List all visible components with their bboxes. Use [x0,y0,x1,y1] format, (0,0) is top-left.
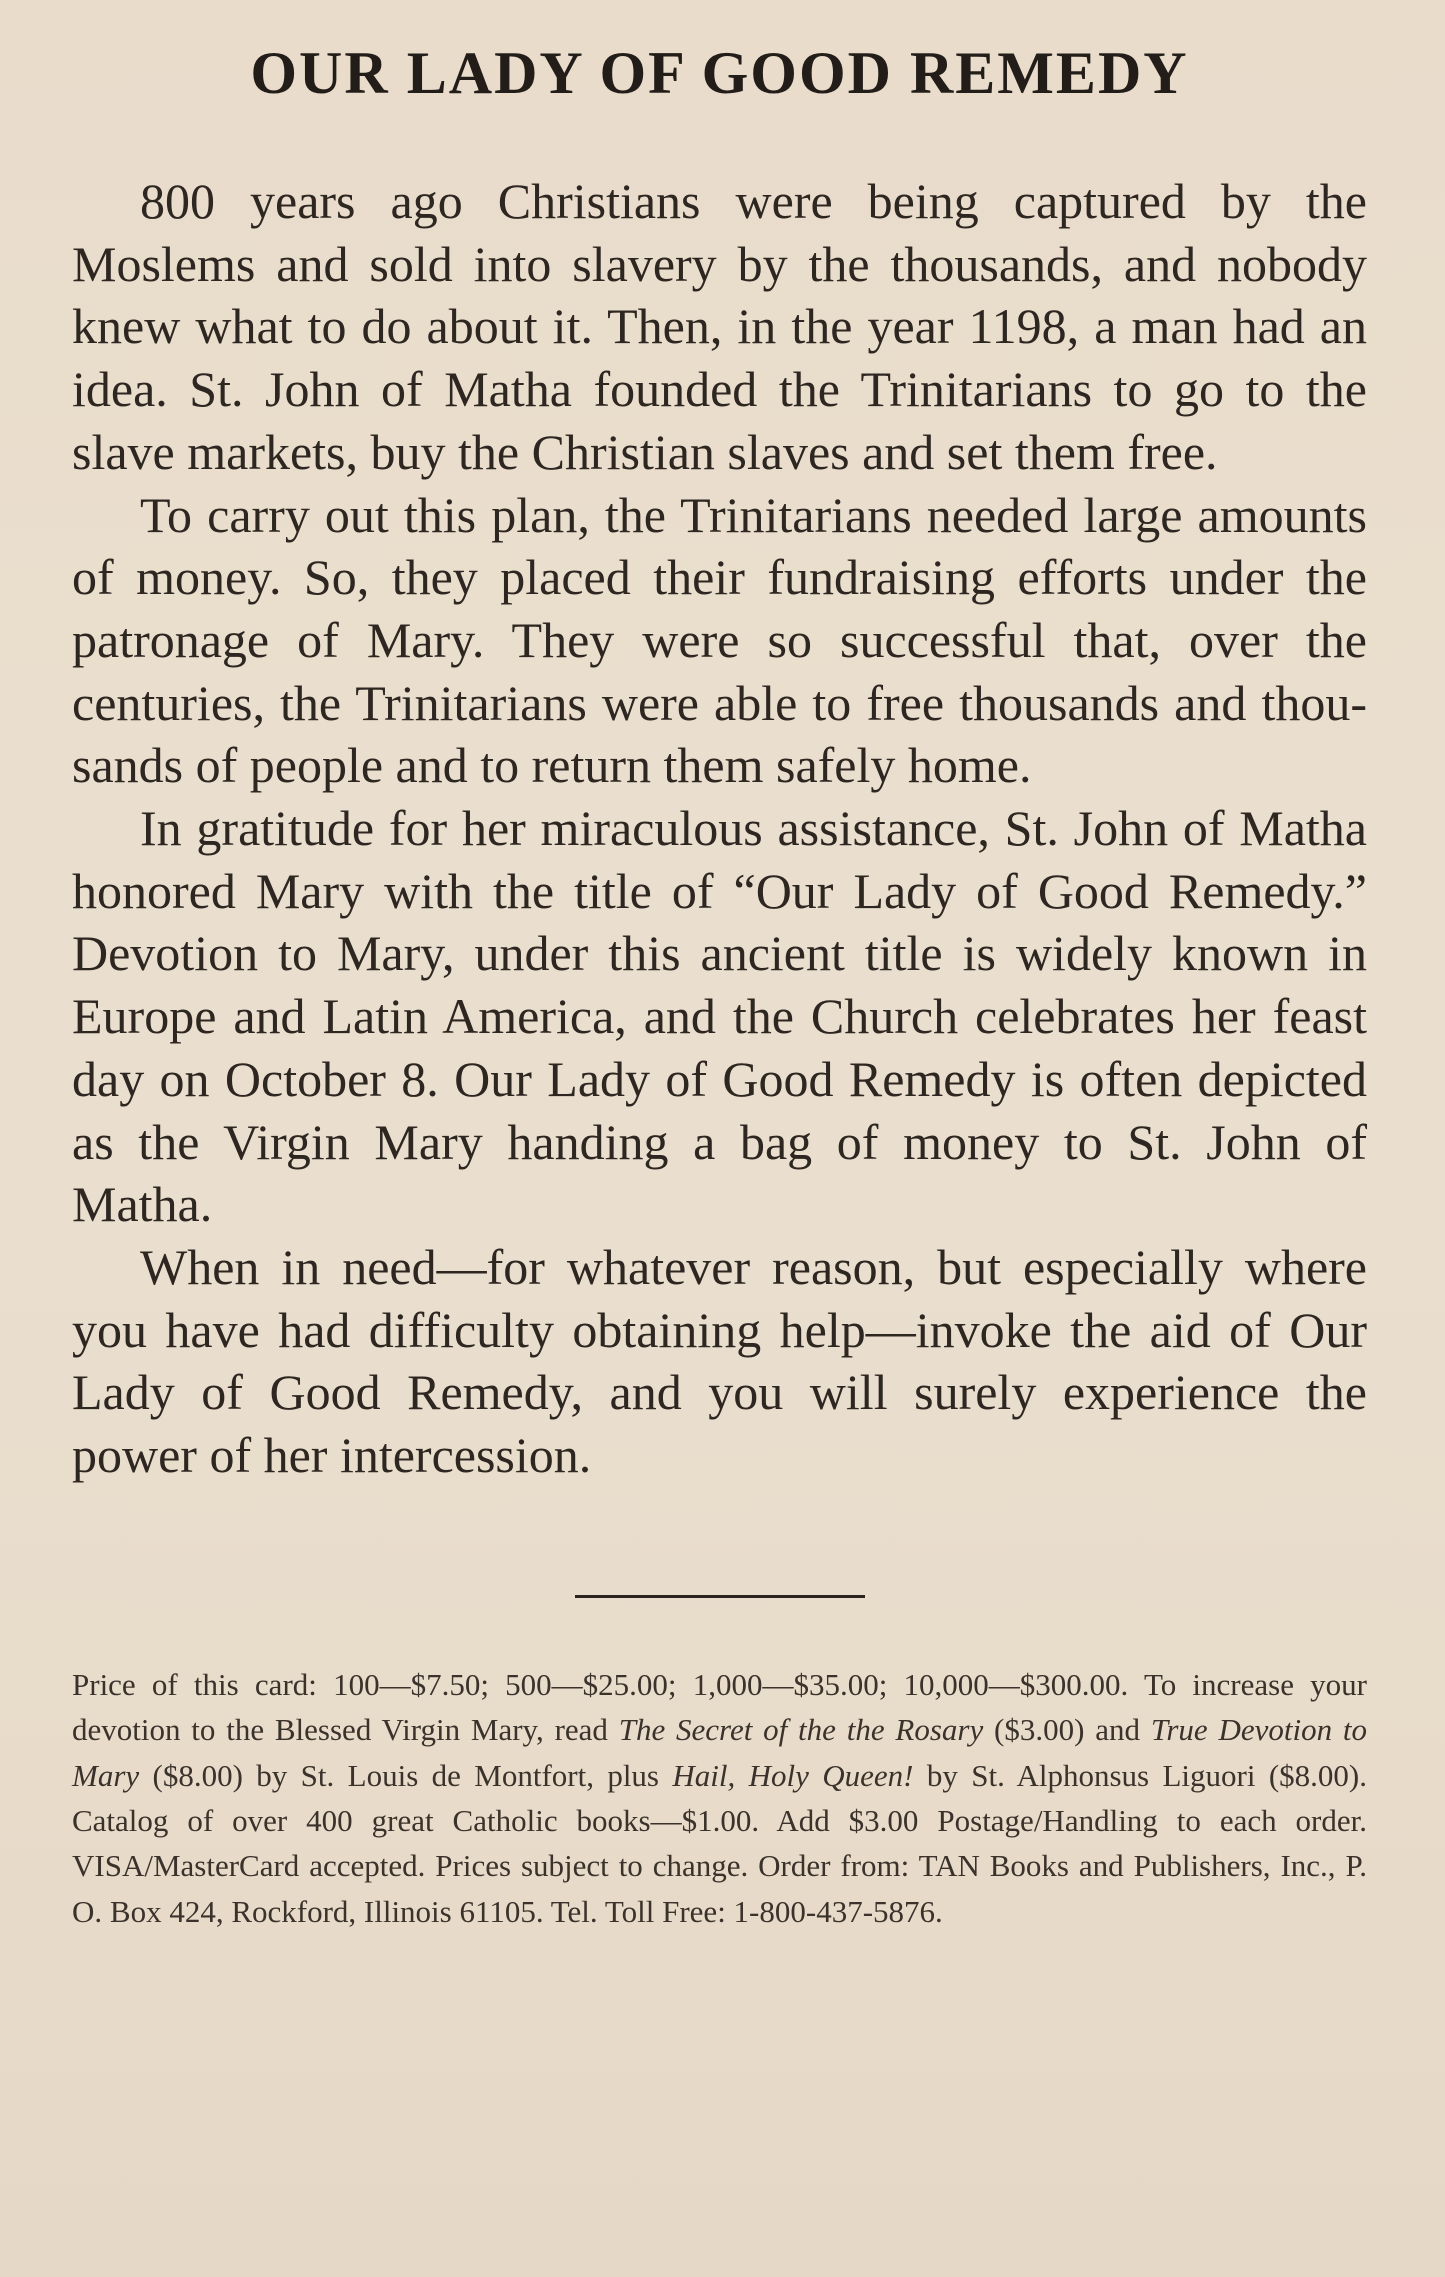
footer-text [72,1662,1367,1934]
book-title-true-devotion: True Devotion to Mary [72,1712,1368,1793]
price-line: Price of this card: 100—$7.50; 500—$25.00; 1,000—$35.00; 10,000—$300.00. [72,1666,1129,1702]
card-body [72,170,1367,1487]
paragraph-fundraising: To carry out this plan, the Trinitarians needed large amounts of money. So, they placed their fundraising efforts under the patronage of Mary. They were so successful that, over the centuries, the Trinitarians were able to free thousands and thousands of people and to return them safely home. [72,486,1367,794]
paragraph-history: 800 years ago Christians were being captured by the Moslems and sold into slavery by the thousands, and nobody knew what to do about it. Then, in the year 1198, a man had an idea. St. John of Matha founded the Trinitarians to go to the slave markets, buy the Christian slaves and set them free. [72,173,1367,480]
book-title-hail-holy-queen: Hail, Holy Queen! [672,1757,914,1793]
card-title: OUR LADY OF GOOD REMEDY [250,40,1189,106]
devotion-intro: To increase your devotion to the Blessed Virgin Mary, read [72,1666,1367,1748]
price-footer [72,1662,1367,1934]
paragraph-title-origin: In gratitude for her miraculous assistance, St. John of Matha honored Mary with the title of “Our Lady of Good Remedy.” Devotion to Mary, under this ancient title is widely known in Europe and Latin America, and the Church celebrates her feast day on October 8. Our Lady of Good Remedy is often depicted as the Virgin Mary handing a bag of money to St. John of Matha. [72,800,1367,1233]
divider-rule [575,1595,865,1598]
ordering-info: by St. Alphonsus Liguori ($8.00). Catalog of over 400 great Catholic books—$1.00. Add $3.00 Postage/Handling to each order. VISA/MasterCard accepted. Prices subject to change. Order from: TAN Books and Publishers, Inc., P. O. Box 424, Rockford, Illinois 61105. Tel. Toll Free: 1-800-437-5876. [72,1757,1367,1929]
book-title-secret-rosary: The Secret of the the Rosary [618,1712,984,1748]
paragraph-invocation: When in need—for whatever reason, but especially where you have had difficulty obtaining help—invoke the aid of Our Lady of Good Remedy, and you will surely experience the power of her intercession. [72,1238,1367,1484]
book-price-secret-rosary: ($3.00) and [994,1712,1141,1748]
book-price-true-devotion: ($8.00) by St. Louis de Montfort, plus [152,1757,659,1793]
